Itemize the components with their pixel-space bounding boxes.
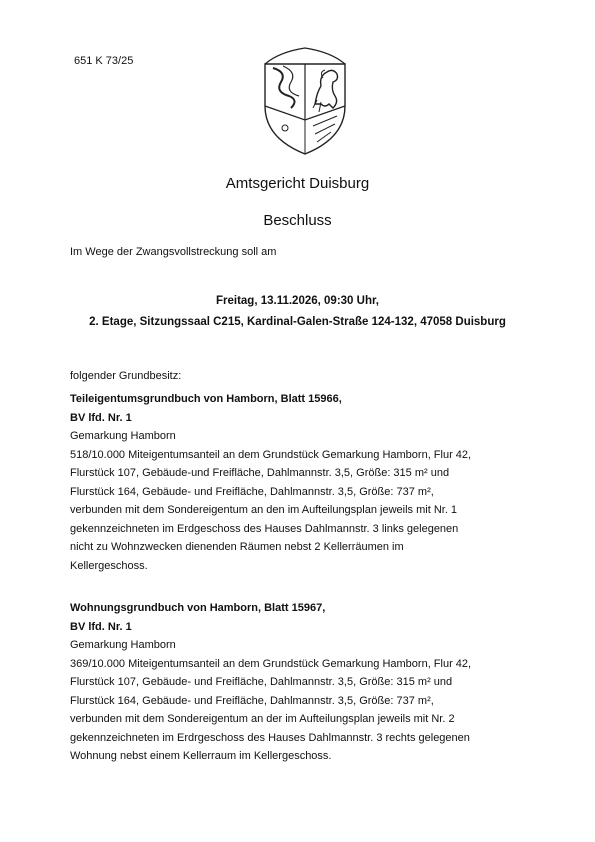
property-text-line: 518/10.000 Miteigentumsanteil an dem Grundstück Gemarkung Hamborn, Flur 42, <box>70 448 472 461</box>
court-name: Amtsgericht Duisburg <box>225 175 370 192</box>
nrw-coat-of-arms-icon <box>259 42 351 158</box>
property-text-line: Flurstück 164, Gebäude- und Freifläche, Dahlmannstr. 3,5, Größe: 737 m², <box>70 485 434 498</box>
property-text-line: Flurstück 107, Gebäude-und Freifläche, Dahlmannstr. 3,5, Größe: 315 m² und <box>70 467 450 479</box>
property-text-line: gekennzeichneten im Erdrgeschoss des Hauses Dahlmannstr. 3 rechts gelegenen <box>70 731 470 744</box>
property-text-line: nicht zu Wohnzwecken dienenden Räumen nebst 2 Kellerräumen im <box>70 541 404 553</box>
property-text-line: gekennzeichneten im Erdgeschoss des Hauses Dahlmannstr. 3 links gelegenen <box>70 522 459 535</box>
subject-intro: folgender Grundbesitz: <box>70 370 182 382</box>
property-bv-number: BV lfd. Nr. 1 <box>70 620 132 633</box>
property-text-line: Flurstück 164, Gebäude- und Freifläche, Dahlmannstr. 3,5, Größe: 737 m², <box>70 694 434 707</box>
document-title: Beschluss <box>263 212 332 229</box>
property-text-line: Flurstück 107, Gebäude- und Freifläche, Dahlmannstr. 3,5, Größe: 315 m² und <box>70 676 453 688</box>
property-text-line: Wohnung nebst einem Kellerraum im Kellergeschoss. <box>70 750 332 762</box>
case-number: 651 K 73/25 <box>74 55 134 67</box>
property-text-line: 369/10.000 Miteigentumsanteil an dem Grundstück Gemarkung Hamborn, Flur 42, <box>70 657 472 670</box>
property-block <box>70 599 530 766</box>
property-text-line: Kellergeschoss. <box>70 559 148 572</box>
appointment-date: Freitag, 13.11.2026, 09:30 Uhr, <box>215 295 380 307</box>
property-district: Gemarkung Hamborn <box>70 430 176 442</box>
property-district: Gemarkung Hamborn <box>70 639 176 651</box>
property-heading: Teileigentumsgrundbuch von Hamborn, Blatt 15966, <box>70 393 342 405</box>
property-heading: Wohnungsgrundbuch von Hamborn, Blatt 15967, <box>70 602 326 614</box>
intro-text: Im Wege der Zwangsvollstreckung soll am <box>70 246 277 258</box>
property-text-line: verbunden mit dem Sondereigentum an den im Aufteilungsplan jeweils mit Nr. 1 <box>70 504 458 516</box>
property-text-line: verbunden mit dem Sondereigentum an der im Aufteilungsplan jeweils mit Nr. 2 <box>70 713 455 725</box>
appointment-venue: 2. Etage, Sitzungssaal C215, Kardinal-Galen-Straße 124-132, 47058 Duisburg <box>89 316 506 328</box>
property-block <box>70 390 530 575</box>
property-bv-number: BV lfd. Nr. 1 <box>70 411 132 424</box>
